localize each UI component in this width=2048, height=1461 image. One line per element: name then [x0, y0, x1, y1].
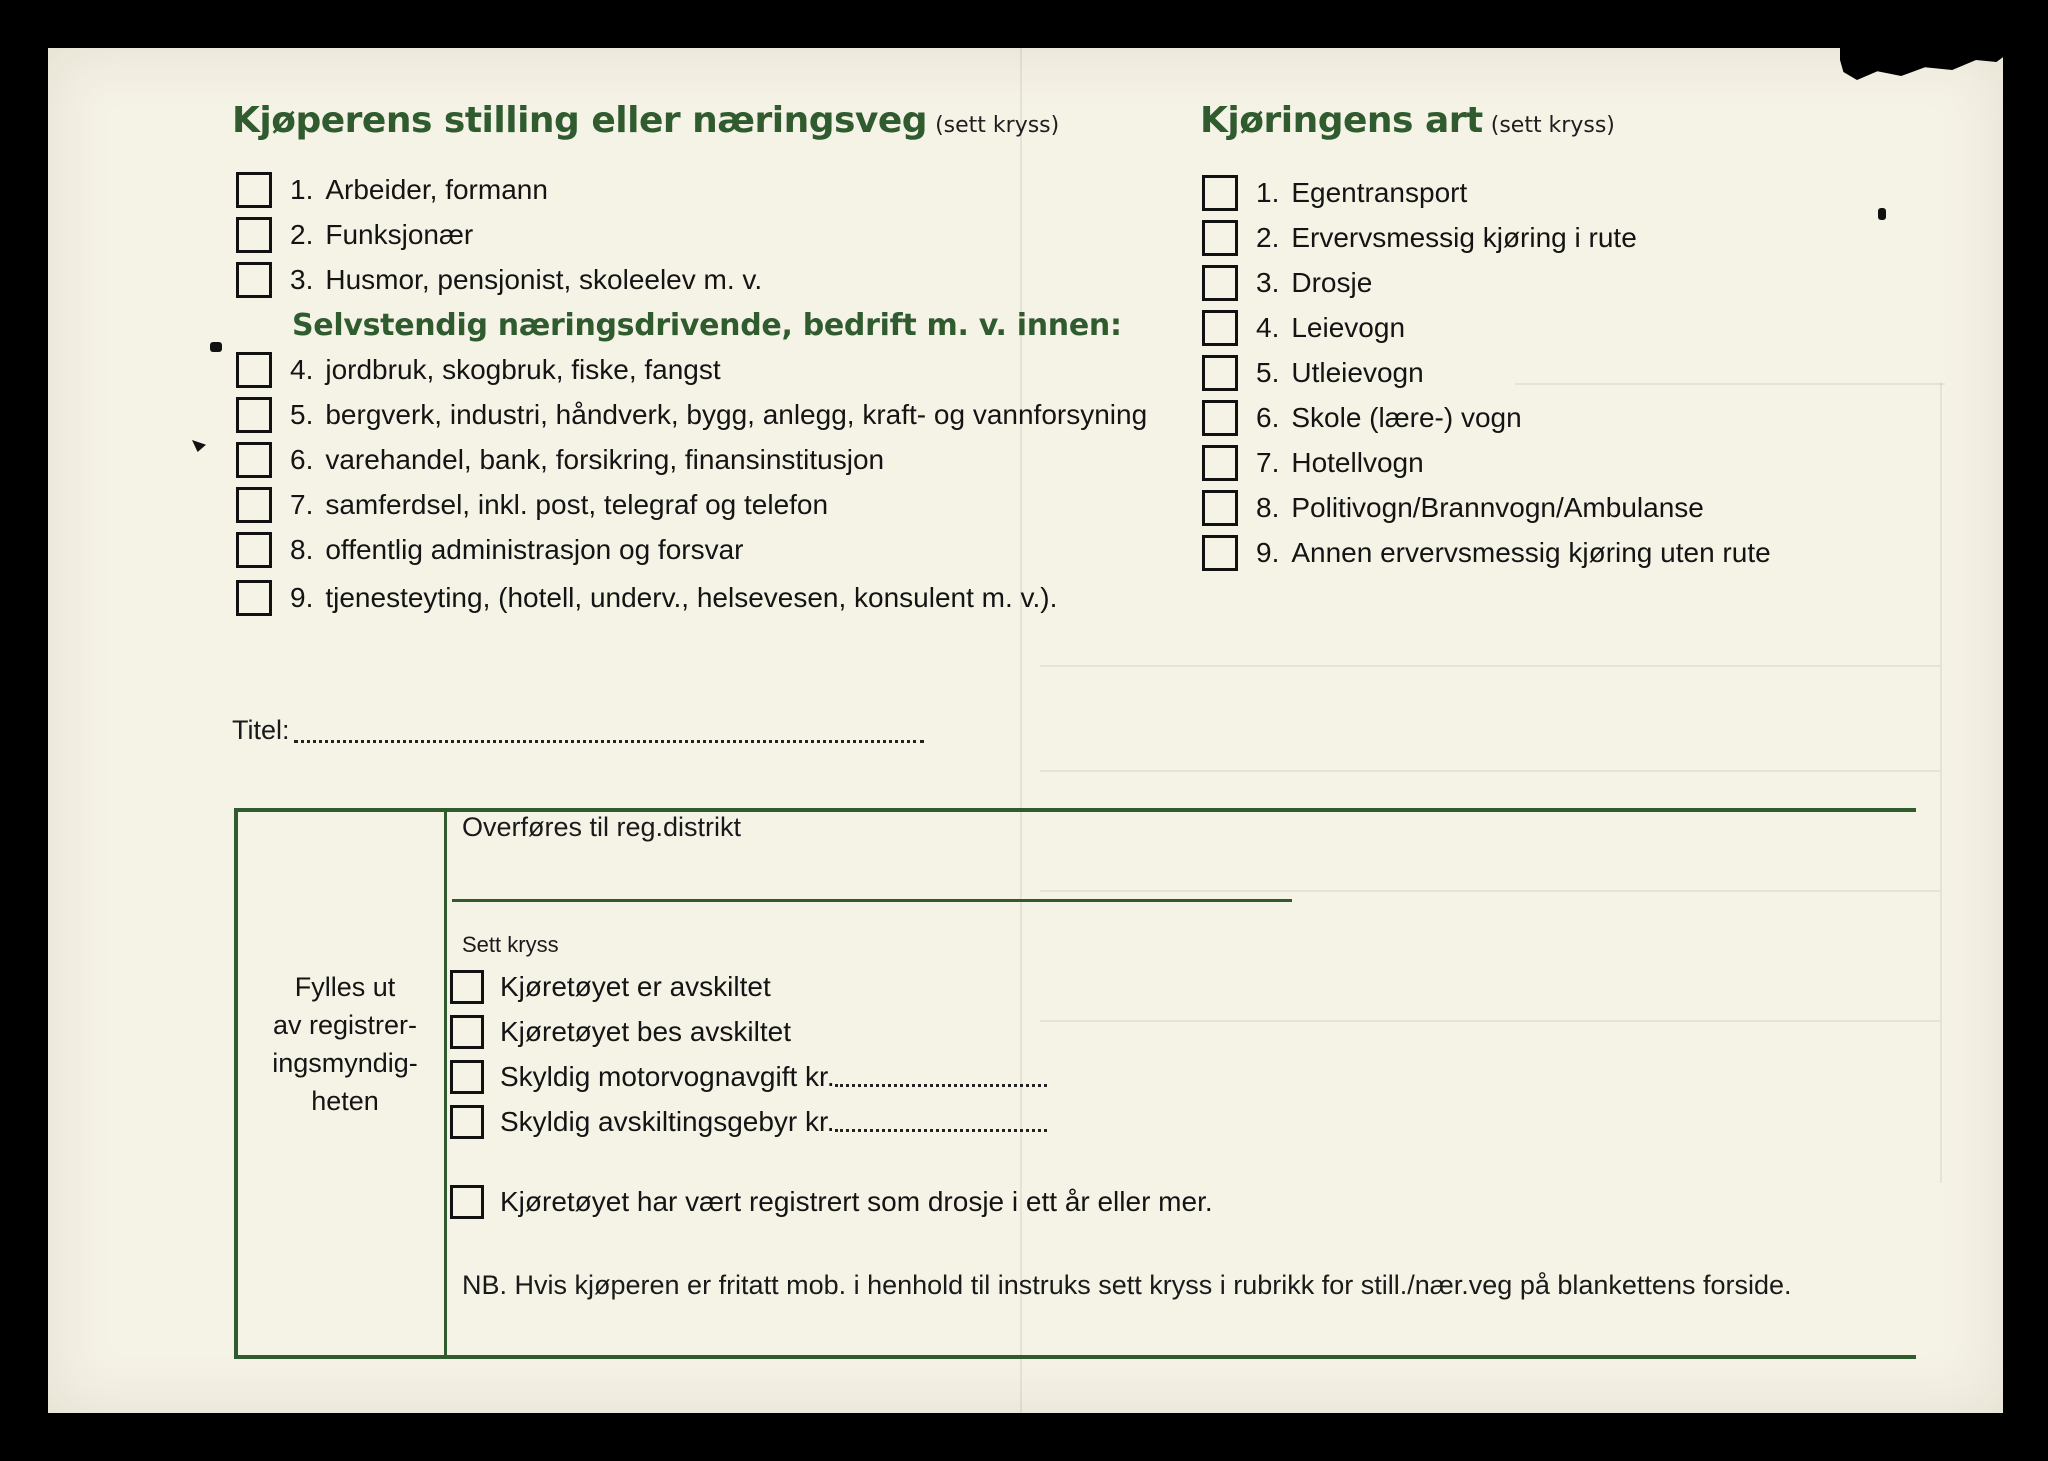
driving-option-8[interactable] — [1202, 490, 1704, 526]
vehicle-tax-owed-option[interactable] — [450, 1060, 1047, 1094]
option-label: varehandel, bank, forsikring, finansinstitusjon — [325, 444, 885, 475]
option-number: 8. — [290, 534, 314, 565]
option-number: 2. — [1256, 222, 1280, 253]
option-label: Politivogn/Brannvogn/Ambulanse — [1291, 492, 1704, 523]
occupation-option-4[interactable] — [236, 352, 721, 388]
occupation-checkbox[interactable] — [236, 217, 272, 253]
option-label: jordbruk, skogbruk, fiske, fangst — [325, 354, 721, 385]
registration-authority-label — [250, 968, 440, 1120]
option-number: 6. — [290, 444, 314, 475]
driving-checkbox[interactable] — [1202, 265, 1238, 301]
driving-checkbox[interactable] — [1202, 490, 1238, 526]
option-label: Husmor, pensjonist, skoleelev m. v. — [325, 264, 763, 295]
driving-type-title: Kjøringens art — [1200, 100, 1483, 141]
side-label-line: heten — [311, 1086, 379, 1116]
driving-checkbox[interactable] — [1202, 535, 1238, 571]
registration-checkbox[interactable] — [450, 970, 484, 1004]
occupation-option-2[interactable] — [236, 217, 473, 253]
option-label: tjenesteyting, (hotell, underv., helsevesen, konsulent m. v.). — [325, 582, 1058, 613]
amount-field[interactable] — [835, 1067, 1047, 1087]
occupation-checkbox[interactable] — [236, 397, 272, 433]
option-label: Kjøretøyet bes avskiltet — [500, 1016, 791, 1047]
driving-option-6[interactable] — [1202, 400, 1522, 436]
option-number: 3. — [1256, 267, 1280, 298]
option-number: 1. — [290, 174, 314, 205]
driving-option-5[interactable] — [1202, 355, 1424, 391]
bleed-through-line — [1940, 383, 1942, 1183]
registration-checkbox[interactable] — [450, 1185, 484, 1219]
option-number: 7. — [290, 489, 314, 520]
side-label-line: Fylles ut — [294, 972, 396, 1002]
request-deregister-option[interactable] — [450, 1015, 791, 1049]
title-field-label: Titel: — [232, 715, 290, 745]
driving-option-7[interactable] — [1202, 445, 1424, 481]
registration-checkbox[interactable] — [450, 1105, 484, 1139]
bleed-through-line — [1515, 383, 1945, 385]
punch-mark — [1878, 208, 1886, 220]
driving-checkbox[interactable] — [1202, 355, 1238, 391]
buyer-occupation-note: (sett kryss) — [935, 113, 1060, 138]
check-instruction: Sett kryss — [462, 932, 559, 957]
driving-option-3[interactable] — [1202, 265, 1372, 301]
option-number: 4. — [1256, 312, 1280, 343]
driving-option-4[interactable] — [1202, 310, 1405, 346]
buyer-occupation-heading — [232, 100, 1059, 141]
option-label: Annen ervervsmessig kjøring uten rute — [1291, 537, 1771, 568]
option-label: Skyldig avskiltingsgebyr kr. — [500, 1106, 835, 1137]
registration-frame-left — [234, 808, 238, 1359]
occupation-checkbox[interactable] — [236, 580, 272, 616]
option-number: 2. — [290, 219, 314, 250]
option-label: Funksjonær — [325, 219, 474, 250]
occupation-option-1[interactable] — [236, 172, 548, 208]
occupation-checkbox[interactable] — [236, 532, 272, 568]
registration-checkbox[interactable] — [450, 1060, 484, 1094]
option-number: 6. — [1256, 402, 1280, 433]
amount-field[interactable] — [835, 1112, 1047, 1132]
occupation-checkbox[interactable] — [236, 262, 272, 298]
side-label-line: av registrer- — [272, 1010, 418, 1040]
occupation-option-9[interactable] — [236, 580, 1057, 616]
option-number: 8. — [1256, 492, 1280, 523]
option-label: Kjøretøyet er avskiltet — [500, 971, 771, 1002]
option-label: offentlig administrasjon og forsvar — [325, 534, 744, 565]
driving-option-9[interactable] — [1202, 535, 1771, 571]
transfer-district-line[interactable] — [452, 899, 1292, 902]
option-label: Skyldig motorvognavgift kr. — [500, 1061, 835, 1092]
driving-checkbox[interactable] — [1202, 400, 1238, 436]
taxi-year-option[interactable] — [450, 1185, 1213, 1219]
occupation-checkbox[interactable] — [236, 172, 272, 208]
option-label: Ervervsmessig kjøring i rute — [1291, 222, 1637, 253]
registration-checkbox[interactable] — [450, 1015, 484, 1049]
occupation-option-6[interactable] — [236, 442, 884, 478]
bleed-through-line — [1040, 770, 1940, 772]
option-number: 7. — [1256, 447, 1280, 478]
occupation-checkbox[interactable] — [236, 442, 272, 478]
transfer-district-label: Overføres til reg.distrikt — [462, 812, 742, 842]
driving-type-heading — [1200, 100, 1615, 141]
option-number: 9. — [290, 582, 314, 613]
option-label: Egentransport — [1291, 177, 1468, 208]
option-number: 5. — [1256, 357, 1280, 388]
option-number: 5. — [290, 399, 314, 430]
bleed-through-line — [1040, 890, 1940, 892]
option-label: bergverk, industri, håndverk, bygg, anlegg, kraft- og vannforsyning — [325, 399, 1148, 430]
option-number: 9. — [1256, 537, 1280, 568]
option-number: 1. — [1256, 177, 1280, 208]
occupation-option-8[interactable] — [236, 532, 744, 568]
registration-frame-bottom — [236, 1355, 1916, 1359]
deregistered-option[interactable] — [450, 970, 771, 1004]
plate-fee-owed-option[interactable] — [450, 1105, 1047, 1139]
option-label: Leievogn — [1291, 312, 1406, 343]
driving-type-note: (sett kryss) — [1490, 113, 1615, 138]
option-label: Arbeider, formann — [325, 174, 548, 205]
option-label: Hotellvogn — [1291, 447, 1424, 478]
punch-mark — [210, 342, 222, 352]
option-label: samferdsel, inkl. post, telegraf og telefon — [325, 489, 829, 520]
driving-option-2[interactable] — [1202, 220, 1637, 256]
option-label: Drosje — [1291, 267, 1373, 298]
occupation-checkbox[interactable] — [236, 487, 272, 523]
driving-checkbox[interactable] — [1202, 310, 1238, 346]
option-label: Utleievogn — [1291, 357, 1424, 388]
option-number: 4. — [290, 354, 314, 385]
driving-option-1[interactable] — [1202, 175, 1467, 211]
occupation-option-7[interactable] — [236, 487, 828, 523]
driving-checkbox[interactable] — [1202, 445, 1238, 481]
bleed-through-line — [1040, 1020, 1940, 1022]
occupation-option-3[interactable] — [236, 262, 762, 298]
title-field-line[interactable] — [294, 740, 924, 743]
buyer-occupation-title: Kjøperens stilling eller næringsveg — [232, 100, 928, 141]
driving-checkbox[interactable] — [1202, 175, 1238, 211]
bleed-through-line — [1040, 665, 1940, 667]
nb-note: NB. Hvis kjøperen er fritatt mob. i henhold til instruks sett kryss i rubrikk for still./nær.veg på blankettens forside. — [462, 1270, 1792, 1300]
option-label: Skole (lære-) vogn — [1291, 402, 1522, 433]
self-employed-subheading: Selvstendig næringsdrivende, bedrift m. v. innen: — [292, 308, 1122, 343]
driving-checkbox[interactable] — [1202, 220, 1238, 256]
side-label-line: ingsmyndig- — [272, 1048, 418, 1078]
occupation-checkbox[interactable] — [236, 352, 272, 388]
occupation-option-5[interactable] — [236, 397, 1147, 433]
option-number: 3. — [290, 264, 314, 295]
registration-frame-divider — [444, 808, 447, 1355]
option-label: Kjøretøyet har vært registrert som drosje i ett år eller mer. — [500, 1186, 1213, 1217]
